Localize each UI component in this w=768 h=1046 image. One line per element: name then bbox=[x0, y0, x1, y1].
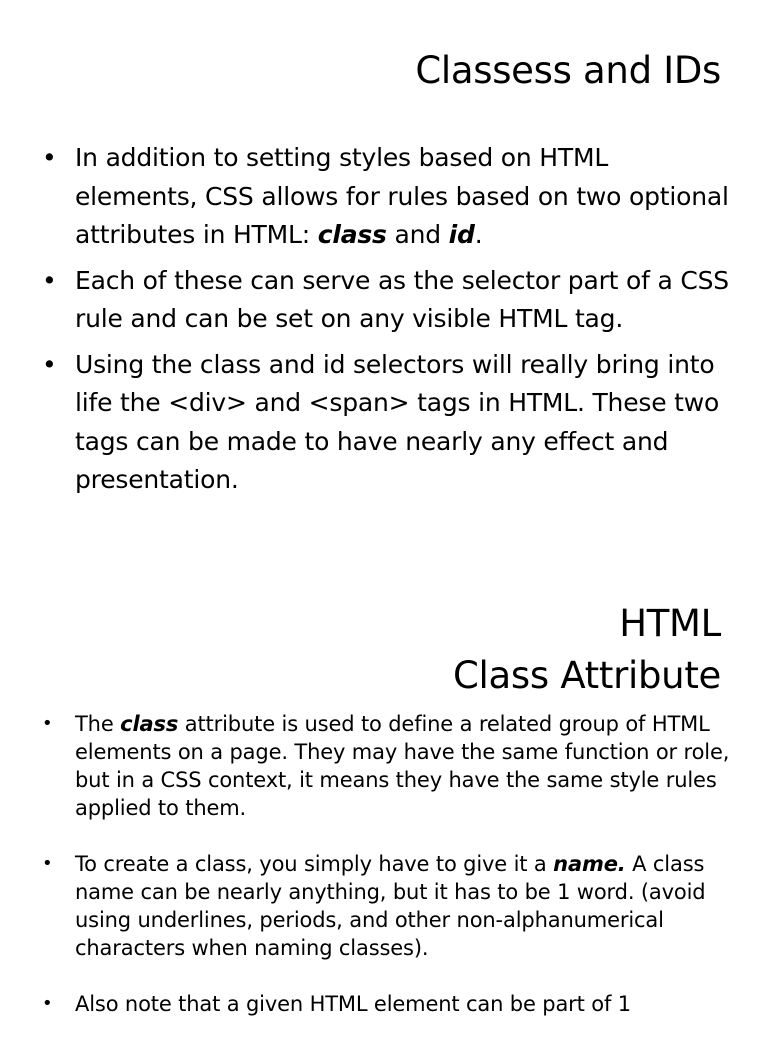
bullet-dot-icon: • bbox=[42, 713, 53, 734]
bullet-list bbox=[42, 710, 738, 1046]
bullet-text: Each of these can serve as the selector part of a CSS rule and can be set on any visible HTML tag. bbox=[75, 265, 729, 333]
slide-title-line: Class Attribute bbox=[453, 654, 721, 697]
bullet-item bbox=[42, 850, 738, 962]
bullet-text: In addition to setting styles based on HTML elements, CSS allows for rules based on two optional attributes in HTML: bbox=[75, 143, 729, 249]
bullet-item bbox=[42, 990, 738, 1018]
bullet-item bbox=[42, 262, 738, 339]
emphasis-class: class bbox=[120, 712, 179, 736]
emphasis-class: class bbox=[317, 220, 387, 249]
bullet-text: The bbox=[75, 712, 121, 736]
bullet-list bbox=[42, 139, 738, 507]
slide-title: Classess and IDs bbox=[415, 49, 721, 92]
bullet-dot-icon: • bbox=[42, 993, 53, 1014]
bullet-text: . bbox=[474, 220, 483, 249]
bullet-text: attribute is used to define a related group of HTML elements on a page. They may have the same function or role, but in a CSS context, it means they have the same style rules applied to them. bbox=[75, 712, 730, 820]
bullet-item bbox=[42, 139, 738, 255]
bullet-item bbox=[42, 346, 738, 500]
slide-title-line: HTML bbox=[619, 602, 721, 645]
bullet-dot-icon: • bbox=[42, 853, 53, 874]
slide-title bbox=[453, 598, 721, 702]
bullet-text: To create a class, you simply have to give it a bbox=[75, 852, 554, 876]
emphasis-name: name. bbox=[553, 852, 626, 876]
bullet-text: and bbox=[386, 220, 449, 249]
emphasis-id: id bbox=[448, 220, 475, 249]
bullet-text: Also note that a given HTML element can be part of 1 bbox=[75, 992, 631, 1016]
bullet-dot-icon: • bbox=[42, 349, 57, 379]
bullet-dot-icon: • bbox=[42, 265, 57, 295]
bullet-text: A class name can be nearly anything, but it has to be 1 word. (avoid using underlines, periods, and other non-alphanumerical characters when naming classes). bbox=[75, 852, 706, 960]
bullet-dot-icon: • bbox=[42, 143, 57, 172]
bullet-text: Using the class and id selectors will really bring into life the <div> and <span> tags in HTML. These two tags can be made to have nearly any effect and presentation. bbox=[75, 349, 720, 494]
bullet-item bbox=[42, 710, 738, 822]
